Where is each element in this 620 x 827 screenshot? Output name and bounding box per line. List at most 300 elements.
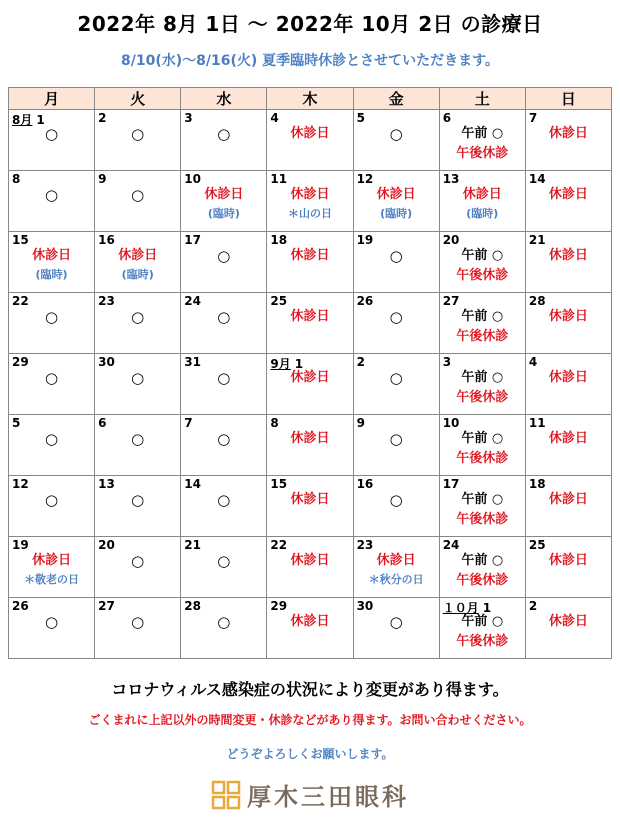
day-number: [443, 477, 460, 491]
day-value: 9: [356, 416, 365, 430]
day-status: [526, 368, 611, 388]
calendar-week-row: [9, 171, 612, 232]
day-value: 30: [98, 355, 115, 369]
open-mark: ○: [389, 125, 403, 143]
day-value: 7: [184, 416, 193, 430]
day-status: [440, 551, 525, 591]
closed-label: 休診日: [548, 553, 588, 568]
day-number: [443, 416, 460, 430]
day-value: 5: [12, 416, 21, 430]
calendar-week-row: [9, 110, 612, 171]
day-value: 15: [270, 477, 288, 491]
day-value: 21: [528, 233, 546, 247]
calendar-day-cell: [95, 598, 181, 659]
open-mark: ○: [217, 369, 231, 387]
calendar-day-cell: [353, 415, 439, 476]
day-status: [9, 185, 94, 205]
day-value: 30: [356, 599, 374, 613]
day-status: [526, 307, 611, 327]
day-value: 15: [12, 233, 29, 247]
weekday-header: 木: [267, 88, 353, 110]
day-value: 26: [12, 599, 29, 613]
calendar-day-cell: [439, 354, 525, 415]
day-status: [354, 185, 439, 223]
holiday-note: ＊敬老の日: [24, 573, 80, 586]
day-value: 1: [294, 357, 304, 371]
day-status: [95, 124, 180, 144]
day-number: [184, 538, 201, 552]
day-value: 26: [356, 294, 374, 308]
calendar-day-cell: [95, 354, 181, 415]
calendar-day-cell: [95, 293, 181, 354]
open-mark: ○: [131, 491, 145, 509]
day-number: [270, 294, 287, 308]
closed-label: 休診日: [290, 370, 330, 385]
closed-label: 休診日: [290, 553, 330, 568]
open-mark: ○: [217, 308, 231, 326]
morning-open-label: 午前 ○: [461, 431, 504, 446]
open-mark: ○: [131, 125, 145, 143]
day-value: 22: [12, 294, 29, 308]
day-status: [526, 124, 611, 144]
open-mark: ○: [217, 613, 231, 631]
holiday-note: (臨時): [380, 207, 413, 220]
day-value: 7: [528, 111, 538, 125]
open-mark: ○: [217, 430, 231, 448]
closed-label: 休診日: [290, 431, 330, 446]
day-status: [9, 490, 94, 510]
day-status: [354, 429, 439, 449]
day-value: 5: [356, 111, 365, 125]
day-value: 16: [356, 477, 374, 491]
day-number: [443, 294, 460, 308]
day-number: [443, 172, 460, 186]
open-mark: ○: [389, 613, 403, 631]
day-status: [9, 124, 94, 144]
day-number: [184, 355, 201, 369]
day-status: [267, 612, 352, 632]
day-value: 11: [270, 172, 288, 186]
day-number: [184, 599, 201, 613]
day-number: [357, 355, 365, 369]
closed-label: 午後休診: [456, 634, 509, 649]
day-number: [270, 111, 278, 125]
day-number: [529, 172, 546, 186]
day-value: 31: [184, 355, 201, 369]
day-number: [529, 599, 537, 613]
day-number: [98, 477, 115, 491]
day-value: 10: [184, 172, 201, 186]
closed-label: 休診日: [32, 553, 72, 568]
day-status: [354, 307, 439, 327]
calendar-week-row: [9, 415, 612, 476]
day-status: [440, 429, 525, 469]
day-number: [98, 111, 106, 125]
closed-label: 休診日: [548, 370, 588, 385]
morning-open-label: 午前 ○: [461, 126, 504, 141]
holiday-note: (臨時): [35, 268, 68, 281]
weekday-header: 金: [353, 88, 439, 110]
day-status: [440, 246, 525, 286]
day-status: [440, 612, 525, 652]
day-status: [95, 246, 180, 284]
calendar-week-row: [9, 537, 612, 598]
day-status: [95, 429, 180, 449]
clinic-name: 厚木三田眼科: [247, 783, 409, 811]
closed-label: 休診日: [548, 187, 588, 202]
day-number: [12, 233, 29, 247]
day-number: [12, 599, 29, 613]
open-mark: ○: [389, 491, 403, 509]
calendar-day-cell: [353, 171, 439, 232]
day-number: [270, 538, 287, 552]
day-number: [98, 355, 115, 369]
day-status: [526, 490, 611, 510]
summer-closure-notice: 8/10(水)〜8/16(火) 夏季臨時休診とさせていただきます。: [120, 53, 500, 69]
closed-label: 休診日: [548, 614, 588, 629]
calendar-day-cell: [525, 537, 611, 598]
morning-open-label: 午前 ○: [461, 492, 504, 507]
day-value: 1: [36, 113, 45, 127]
open-mark: ○: [131, 369, 145, 387]
day-value: 16: [98, 233, 115, 247]
calendar-day-cell: [181, 415, 267, 476]
day-status: [267, 368, 352, 388]
closed-label: 休診日: [548, 431, 588, 446]
day-value: 14: [528, 172, 546, 186]
day-status: [95, 185, 180, 205]
day-value: 14: [184, 477, 201, 491]
day-status: [267, 124, 352, 144]
day-number: [529, 233, 546, 247]
closed-label: 休診日: [548, 309, 588, 324]
day-number: [357, 416, 365, 430]
day-number: [443, 111, 451, 125]
day-number: [357, 538, 374, 552]
calendar-day-cell: [353, 537, 439, 598]
page-title: 2022年 8月 1日 〜 2022年 10月 2日 の診療日: [77, 12, 543, 36]
day-status: [526, 612, 611, 632]
day-number: [12, 294, 29, 308]
day-value: 4: [270, 111, 279, 125]
calendar-day-cell: [267, 415, 353, 476]
day-status: [267, 490, 352, 510]
day-status: [9, 307, 94, 327]
calendar-day-cell: [181, 293, 267, 354]
calendar-day-cell: [525, 293, 611, 354]
open-mark: ○: [131, 430, 145, 448]
day-status: [181, 307, 266, 327]
calendar-week-row: [9, 232, 612, 293]
open-mark: ○: [389, 430, 403, 448]
calendar-day-cell: [525, 415, 611, 476]
calendar-day-cell: [439, 537, 525, 598]
closed-label: 休診日: [290, 614, 330, 629]
day-number: [357, 599, 374, 613]
day-status: [95, 551, 180, 571]
closed-label: 休診日: [462, 187, 502, 202]
day-value: 13: [98, 477, 115, 491]
calendar-day-cell: [353, 476, 439, 537]
calendar-day-cell: [181, 171, 267, 232]
open-mark: ○: [389, 247, 403, 265]
day-status: [181, 490, 266, 510]
day-status: [181, 612, 266, 632]
day-value: 25: [528, 538, 546, 552]
day-value: 20: [442, 233, 460, 247]
day-status: [526, 429, 611, 449]
day-number: [529, 538, 546, 552]
weekday-header: 水: [181, 88, 267, 110]
day-value: 23: [98, 294, 115, 308]
calendar-day-cell: [439, 232, 525, 293]
day-value: 28: [184, 599, 201, 613]
clinic-logo-icon: [211, 780, 241, 810]
day-status: [95, 490, 180, 510]
day-value: 2: [528, 599, 538, 613]
calendar-day-cell: [181, 476, 267, 537]
day-status: [95, 368, 180, 388]
calendar-day-cell: [439, 171, 525, 232]
calendar-day-cell: [95, 110, 181, 171]
day-number: [357, 111, 365, 125]
day-number: [270, 477, 287, 491]
calendar-day-cell: [525, 110, 611, 171]
closed-label: 休診日: [290, 492, 330, 507]
clinic-calendar: [8, 87, 612, 659]
day-number: [12, 416, 20, 430]
calendar-day-cell: [9, 598, 95, 659]
calendar-day-cell: [95, 171, 181, 232]
day-value: 23: [356, 538, 374, 552]
calendar-day-cell: [439, 293, 525, 354]
closed-label: 休診日: [548, 126, 588, 141]
day-status: [440, 124, 525, 164]
closed-label: 午後休診: [456, 329, 509, 344]
open-mark: ○: [131, 613, 145, 631]
calendar-day-cell: [353, 354, 439, 415]
open-mark: ○: [45, 308, 59, 326]
day-value: 2: [356, 355, 365, 369]
day-value: 25: [270, 294, 288, 308]
morning-open-label: 午前 ○: [461, 370, 504, 385]
calendar-day-cell: [181, 354, 267, 415]
day-value: 24: [184, 294, 201, 308]
day-status: [181, 185, 266, 223]
day-value: 8: [12, 172, 21, 186]
day-status: [526, 246, 611, 266]
holiday-note: (臨時): [207, 207, 240, 220]
day-number: [357, 477, 374, 491]
day-status: [181, 551, 266, 571]
open-mark: ○: [45, 613, 59, 631]
open-mark: ○: [131, 552, 145, 570]
holiday-note: ＊秋分の日: [368, 573, 424, 586]
day-status: [267, 246, 352, 266]
day-value: 8: [270, 416, 279, 430]
closed-label: 休診日: [32, 248, 72, 263]
day-value: 9: [98, 172, 107, 186]
day-value: 12: [12, 477, 29, 491]
calendar-day-cell: [267, 110, 353, 171]
calendar-day-cell: [181, 537, 267, 598]
day-number: [12, 172, 20, 186]
calendar-day-cell: [95, 537, 181, 598]
day-number: [270, 233, 287, 247]
weekday-header: 土: [439, 88, 525, 110]
day-status: [9, 368, 94, 388]
calendar-week-row: [9, 293, 612, 354]
day-value: 21: [184, 538, 201, 552]
day-value: 10: [442, 416, 460, 430]
open-mark: ○: [217, 125, 231, 143]
calendar-day-cell: [353, 110, 439, 171]
holiday-note: ＊山の日: [287, 207, 332, 220]
day-number: [12, 538, 29, 552]
closed-label: 休診日: [376, 187, 416, 202]
day-number: [184, 294, 201, 308]
day-status: [354, 490, 439, 510]
day-value: 6: [442, 111, 452, 125]
day-number: [529, 355, 537, 369]
day-number: [98, 538, 115, 552]
calendar-day-cell: [9, 110, 95, 171]
day-value: 29: [270, 599, 288, 613]
closed-label: 休診日: [548, 492, 588, 507]
day-number: [270, 599, 287, 613]
day-value: 27: [442, 294, 460, 308]
calendar-day-cell: [439, 598, 525, 659]
clinic-logo: [0, 777, 620, 814]
day-value: 22: [270, 538, 288, 552]
day-status: [9, 246, 94, 284]
open-mark: ○: [217, 247, 231, 265]
weekday-header: 月: [9, 88, 95, 110]
morning-open-label: 午前 ○: [461, 553, 504, 568]
day-value: 6: [98, 416, 107, 430]
day-value: 13: [442, 172, 460, 186]
open-mark: ○: [45, 369, 59, 387]
month-label: 9月: [270, 357, 291, 371]
day-number: [98, 233, 115, 247]
calendar-day-cell: [439, 110, 525, 171]
day-number: [98, 599, 115, 613]
calendar-day-cell: [267, 476, 353, 537]
day-value: 27: [98, 599, 115, 613]
schedule-change-notice: ごくまれに上記以外の時間変更・休診などがあり得ます。お問い合わせください。: [88, 713, 532, 727]
day-number: [12, 477, 29, 491]
morning-open-label: 午前 ○: [461, 309, 504, 324]
day-value: 20: [98, 538, 115, 552]
day-status: [440, 307, 525, 347]
day-number: [529, 294, 546, 308]
calendar-day-cell: [9, 232, 95, 293]
calendar-day-cell: [267, 354, 353, 415]
day-value: 12: [356, 172, 374, 186]
calendar-day-cell: [9, 171, 95, 232]
day-number: [98, 416, 106, 430]
closed-label: 休診日: [548, 248, 588, 263]
calendar-day-cell: [267, 598, 353, 659]
day-number: [270, 172, 287, 186]
day-status: [181, 246, 266, 266]
day-status: [181, 368, 266, 388]
day-status: [267, 185, 352, 223]
closed-label: 午後休診: [456, 512, 509, 527]
closed-label: 休診日: [204, 187, 244, 202]
day-value: 29: [12, 355, 29, 369]
closed-label: 午後休診: [456, 451, 509, 466]
calendar-week-row: [9, 354, 612, 415]
morning-open-label: 午前 ○: [461, 614, 504, 629]
day-number: [357, 172, 374, 186]
calendar-day-cell: [9, 293, 95, 354]
calendar-day-cell: [439, 415, 525, 476]
calendar-day-cell: [525, 476, 611, 537]
day-status: [354, 551, 439, 589]
month-label: 8月: [12, 113, 33, 127]
calendar-day-cell: [439, 476, 525, 537]
calendar-day-cell: [525, 171, 611, 232]
closed-label: 休診日: [290, 187, 330, 202]
day-value: 4: [528, 355, 538, 369]
day-status: [95, 307, 180, 327]
calendar-day-cell: [95, 415, 181, 476]
calendar-day-cell: [353, 232, 439, 293]
calendar-week-row: [9, 598, 612, 659]
day-value: 18: [528, 477, 546, 491]
day-number: [184, 416, 192, 430]
day-value: 3: [442, 355, 452, 369]
day-number: [98, 172, 106, 186]
calendar-day-cell: [9, 537, 95, 598]
day-status: [354, 246, 439, 266]
open-mark: ○: [389, 369, 403, 387]
calendar-body: [9, 110, 612, 659]
day-number: [12, 355, 29, 369]
day-value: 28: [528, 294, 546, 308]
day-number: [357, 294, 374, 308]
day-number: [443, 538, 460, 552]
month-label: １０月: [442, 601, 479, 615]
calendar-day-cell: [267, 293, 353, 354]
day-number: [443, 355, 451, 369]
closed-label: 休診日: [290, 248, 330, 263]
day-number: [184, 111, 192, 125]
day-number: [529, 477, 546, 491]
day-number: [270, 416, 278, 430]
day-number: [443, 233, 460, 247]
day-status: [440, 368, 525, 408]
calendar-day-cell: [267, 537, 353, 598]
day-number: [184, 477, 201, 491]
weekday-header-row: [9, 88, 612, 110]
day-status: [526, 551, 611, 571]
day-number: [529, 416, 546, 430]
day-status: [267, 307, 352, 327]
day-status: [354, 612, 439, 632]
day-status: [181, 429, 266, 449]
day-value: 18: [270, 233, 288, 247]
closed-label: 休診日: [376, 553, 416, 568]
calendar-week-row: [9, 476, 612, 537]
calendar-day-cell: [95, 232, 181, 293]
calendar-day-cell: [267, 232, 353, 293]
day-number: [184, 233, 201, 247]
closed-label: 休診日: [290, 309, 330, 324]
day-status: [354, 368, 439, 388]
open-mark: ○: [45, 430, 59, 448]
